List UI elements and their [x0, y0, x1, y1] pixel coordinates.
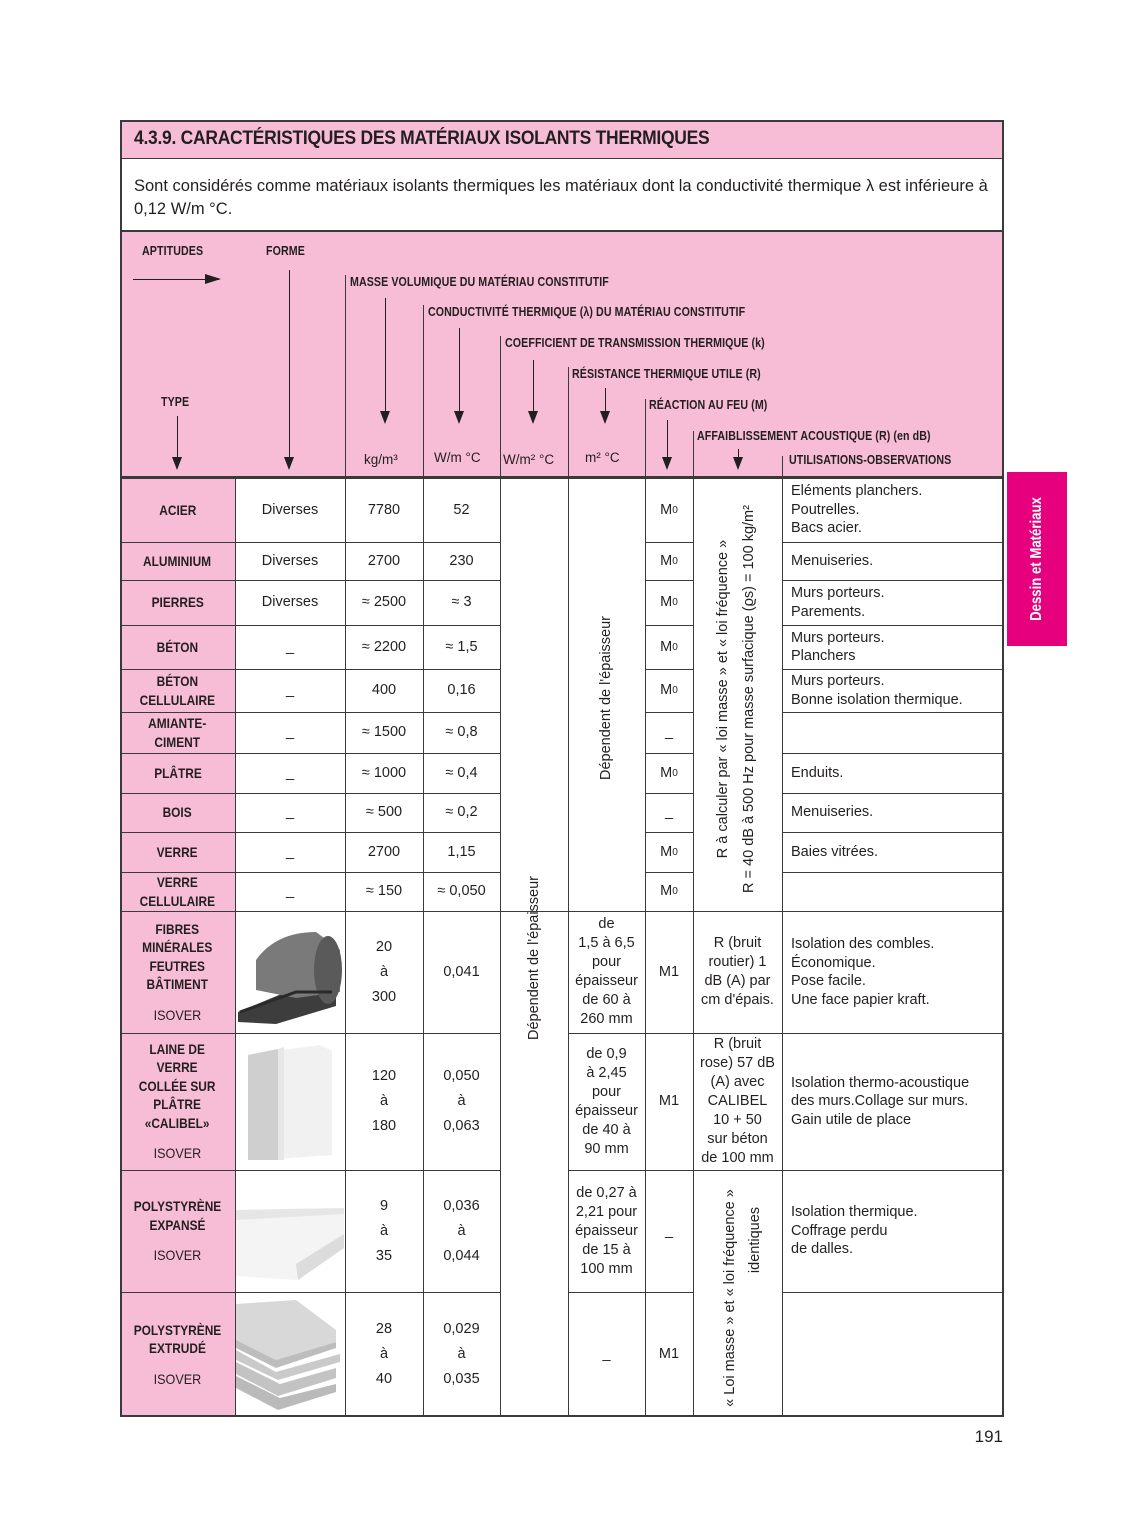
resistance-cell: de 0,9 à 2,45 pour épaisseur de 40 à 90 mm: [575, 1045, 638, 1157]
acoustic-span-line1: R à calculer par « loi masse » et « loi fréquence »: [715, 539, 731, 859]
chapter-tab: [1007, 472, 1067, 646]
observations-cell: Isolation thermo-acoustique des murs.Collage sur murs. Gain utile de place: [791, 1074, 970, 1128]
masse-cell: ≈ 2500: [361, 594, 407, 610]
unit-conductivite: W/m °C: [434, 450, 481, 465]
header-affaiblissement: AFFAIBLISSEMENT ACOUSTIQUE (R) (en dB): [697, 428, 931, 443]
material-type: ACIER: [158, 501, 197, 518]
material-type: BÉTON: [156, 638, 199, 655]
conductivity-cell: ≈ 0,4: [445, 764, 478, 781]
header-aptitudes: APTITUDES: [142, 243, 204, 258]
brand-label: ISOVER: [153, 1247, 202, 1263]
material-type-cell: [120, 1033, 235, 1170]
material-type-cell: [120, 542, 235, 580]
forme-cell: _: [285, 724, 295, 740]
forme-cell: _: [285, 638, 295, 655]
header-resistance: RÉSISTANCE THERMIQUE UTILE (R): [572, 366, 761, 381]
expanded-polystyrene-image: [236, 1190, 344, 1285]
fire-reaction-cell: _: [664, 724, 674, 740]
conductivity-cell: 0,16: [447, 682, 476, 698]
material-type-cell: [120, 872, 235, 911]
resistance-cell: de 1,5 à 6,5 pour épaisseur de 60 à 260 mm: [575, 916, 638, 1027]
masse-cell: 9 à 35: [375, 1197, 393, 1264]
observations-cell: Enduits.: [791, 764, 844, 781]
conductivity-cell: 230: [449, 552, 474, 569]
masse-cell: 120 à 180: [371, 1068, 397, 1134]
conductivity-cell: 0,050 à 0,063: [443, 1068, 480, 1134]
resistance-cell: de 0,27 à 2,21 pour épaisseur de 15 à 100 mm: [575, 1184, 638, 1277]
acoustic-bottom-line1: « Loi masse » et « loi fréquence »: [722, 1189, 738, 1407]
material-type-cell: [120, 911, 235, 1033]
masse-cell: ≈ 1000: [361, 764, 407, 781]
material-type: AMIANTE- CIMENT: [148, 715, 207, 750]
unit-resistance: m² °C: [585, 450, 620, 465]
material-type-cell: [120, 832, 235, 872]
observations-cell: Baies vitrées.: [791, 843, 879, 860]
conductivity-cell: 1,15: [447, 843, 476, 860]
observations-cell: [782, 872, 1004, 911]
observations-cell: [782, 712, 1004, 753]
masse-cell: ≈ 1500: [361, 724, 407, 740]
conductivity-cell: ≈ 0,050: [437, 883, 486, 899]
header-reaction: RÉACTION AU FEU (M): [649, 397, 768, 412]
material-type: FIBRES MINÉRALES FEUTRES BÂTIMENT: [142, 920, 213, 992]
conductivity-cell: ≈ 0,2: [445, 804, 478, 820]
material-type-cell: [120, 1170, 235, 1292]
fire-reaction-cell: M 0: [660, 638, 678, 655]
header-utilisations: UTILISATIONS-OBSERVATIONS: [789, 452, 952, 467]
fire-reaction-cell: M 0: [660, 552, 678, 569]
masse-cell: 20 à 300: [371, 938, 397, 1005]
material-type-cell: [120, 1292, 235, 1417]
fire-reaction-cell: M1: [658, 1346, 680, 1362]
column-divider: [500, 478, 501, 1417]
material-type-cell: [120, 478, 235, 542]
forme-cell: _: [285, 764, 295, 781]
unit-masse: kg/m³: [364, 452, 398, 467]
coefficient-span-text: Dépendent de l'épaisseur: [526, 876, 542, 1040]
material-type-cell: [120, 793, 235, 832]
forme-cell: _: [285, 682, 295, 698]
observations-cell: [782, 1292, 1004, 1417]
observations-cell: Menuiseries.: [791, 552, 874, 569]
chapter-tab-label: Dessin et Matériaux: [1028, 497, 1045, 621]
material-type: POLYSTYRÈNE EXPANSÉ: [133, 1198, 222, 1233]
material-type: BOIS: [162, 804, 193, 821]
section-title: 4.3.9. CARACTÉRISTIQUES DES MATÉRIAUX ISOLANTS THERMIQUES: [134, 128, 710, 149]
forme-cell: _: [285, 804, 295, 820]
material-type-cell: [120, 712, 235, 753]
header-coefficient: COEFFICIENT DE TRANSMISSION THERMIQUE (k): [505, 335, 765, 350]
masse-cell: ≈ 2200: [361, 638, 407, 655]
masse-cell: 28 à 40: [375, 1321, 393, 1387]
row-divider: [693, 1170, 782, 1171]
fire-reaction-cell: _: [664, 1222, 674, 1239]
masse-cell: ≈ 150: [365, 883, 403, 899]
conductivity-cell: 0,036 à 0,044: [443, 1197, 480, 1264]
conductivity-cell: 52: [453, 501, 470, 518]
masse-cell: 7780: [367, 501, 401, 518]
material-type-cell: [120, 625, 235, 669]
material-type-cell: [120, 753, 235, 793]
page-number: 191: [974, 1427, 1003, 1446]
masse-cell: 400: [371, 682, 397, 698]
mineral-wool-roll-image: [236, 920, 344, 1024]
forme-cell: _: [285, 883, 295, 899]
material-type: VERRE: [156, 843, 198, 860]
glass-wool-plaster-image: [248, 1043, 334, 1160]
masse-cell: ≈ 500: [365, 804, 403, 820]
fire-reaction-cell: M1: [658, 1093, 680, 1109]
brand-label: ISOVER: [153, 1006, 202, 1023]
material-type: BÉTON CELLULAIRE: [139, 673, 216, 708]
observations-cell: Menuiseries.: [791, 804, 874, 821]
unit-coefficient: W/m² °C: [503, 452, 555, 467]
material-type-cell: [120, 669, 235, 712]
extruded-polystyrene-image: [236, 1300, 344, 1412]
fire-reaction-cell: M 0: [660, 501, 678, 518]
fire-reaction-cell: M 0: [660, 682, 678, 698]
conductivity-cell: ≈ 1,5: [445, 638, 478, 655]
fire-reaction-cell: M 0: [660, 843, 678, 860]
fire-reaction-cell: _: [664, 804, 674, 820]
forme-cell: Diverses: [261, 501, 319, 518]
observations-cell: Murs porteurs. Bonne isolation thermique.: [791, 673, 963, 708]
resistance-span-text: Dépendent de l'épaisseur: [598, 616, 614, 780]
material-type: PIERRES: [151, 594, 204, 611]
conductivity-cell: 0,041: [443, 963, 480, 980]
masse-cell: 2700: [367, 552, 401, 569]
brand-label: ISOVER: [153, 1370, 202, 1387]
brand-label: ISOVER: [153, 1145, 202, 1162]
acoustic-cell: R (bruit routier) 1 dB (A) par cm d'épais.: [701, 935, 774, 1008]
forme-cell: Diverses: [261, 594, 319, 610]
fire-reaction-cell: M 0: [660, 594, 678, 610]
conductivity-cell: 0,029 à 0,035: [443, 1321, 480, 1387]
header-forme: FORME: [266, 243, 305, 258]
header-masse: MASSE VOLUMIQUE DU MATÉRIAU CONSTITUTIF: [350, 274, 609, 289]
fire-reaction-cell: M1: [658, 963, 680, 980]
observations-cell: Isolation thermique. Coffrage perdu de dalles.: [791, 1204, 918, 1258]
observations-cell: Murs porteurs. Planchers: [791, 629, 885, 664]
fire-reaction-cell: M 0: [660, 764, 678, 781]
acoustic-cell: R (bruit rose) 57 dB (A) avec CALIBEL 10 + 50 sur béton de 100 mm: [700, 1036, 775, 1166]
observations-cell: Murs porteurs. Parements.: [791, 585, 885, 620]
observations-cell: Isolation des combles. Économique. Pose facile. Une face papier kraft.: [791, 936, 935, 1008]
conductivity-cell: ≈ 3: [451, 594, 472, 610]
conductivity-cell: ≈ 0,8: [445, 724, 478, 740]
forme-cell: _: [285, 843, 295, 860]
material-type-cell: [120, 580, 235, 625]
intro-text: Sont considérés comme matériaux isolants thermiques les matériaux dont la conductivité thermique λ est inférieure à 0,12 W/m °C.: [134, 177, 988, 218]
masse-cell: 2700: [367, 843, 401, 860]
material-type: LAINE DE VERRE COLLÉE SUR PLÂTRE «CALIBEL»: [139, 1040, 216, 1131]
acoustic-bottom-line2: identiques: [747, 1206, 763, 1274]
forme-cell: Diverses: [261, 552, 319, 569]
fire-reaction-cell: M 0: [660, 883, 678, 899]
material-type: POLYSTYRÈNE EXTRUDÉ: [133, 1321, 222, 1356]
header-conductivite: CONDUCTIVITÉ THERMIQUE (λ) DU MATÉRIAU CONSTITUTIF: [428, 304, 746, 319]
observations-cell: Eléments planchers. Poutrelles. Bacs acier.: [791, 483, 923, 537]
header-type: TYPE: [161, 394, 190, 409]
acoustic-span-line2: R = 40 dB à 500 Hz pour masse surfacique (ϱs) = 100 kg/m²: [741, 505, 757, 893]
material-type: ALUMINIUM: [143, 552, 212, 569]
material-type: VERRE CELLULAIRE: [139, 874, 216, 909]
resistance-cell: _: [602, 1346, 611, 1362]
material-type: PLÂTRE: [153, 764, 202, 781]
